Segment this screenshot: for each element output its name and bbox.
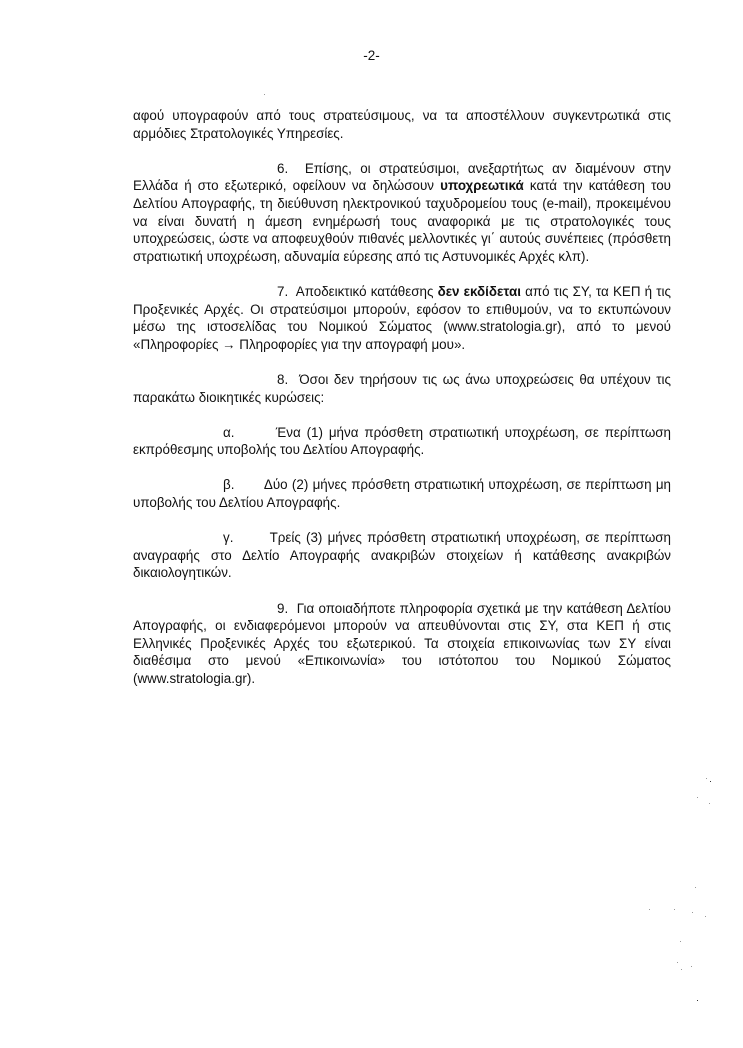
paragraph-number: 7. xyxy=(277,283,289,299)
paragraph-text: από τις ΣΥ, τα ΚΕΠ ή τις Προξενικές Αρχές. Οι στρατεύσιμοι μπορούν, εφόσον το επιθυμούν, να το εκτυπώνουν μέσω της ιστοσελίδας του Νομικού Σώματος (www.stratologia.gr), από το μενού «Πληροφορίες → Πληροφορίες για την απογραφή μου». xyxy=(133,283,671,352)
scan-noise xyxy=(697,797,698,798)
paragraph-text: κατά την κατάθεση του Δελτίου Απογραφής, τη διεύθυνση ηλεκτρονικού ταχυδρομείου τους (e-mail), προκειμένου να είναι δυνατή η άμεση ενημέρωσή τους αναφορικά με τις στρατολογικές τους υποχρεώσεις, ώστε να αποφευχθούν πιθανές μελλοντικές γι΄ αυτούς συνέπειες (πρόσθετη στρατιωτική υποχρέωση, αδυναμία εύρεσης από τις Αστυνομικές Αρχές κλπ). xyxy=(133,178,672,264)
scan-noise xyxy=(705,916,706,917)
paragraph-number: 9. xyxy=(277,600,289,616)
sanction-item-b xyxy=(133,476,671,511)
scan-noise xyxy=(710,781,711,782)
paragraph-text: Επίσης, οι στρατεύσιμοι, ανεξαρτήτως αν διαμένουν στην Ελλάδα ή στο εξωτερικό, οφείλουν να δηλώσουν xyxy=(133,160,671,194)
sanction-text: Ένα (1) μήνα πρόσθετη στρατιωτική υποχρέωση, σε περίπτωση εκπρόθεσμης υποβολής του Δελτίου Απογραφής. xyxy=(133,424,671,458)
paragraph-text: Αποδεικτικό κατάθεσης xyxy=(295,283,434,299)
sanction-label: α. xyxy=(223,424,235,440)
document-body xyxy=(133,107,671,705)
scan-noise xyxy=(674,909,675,910)
sanction-text: Τρείς (3) μήνες πρόσθετη στρατιωτική υποχρέωση, σε περίπτωση αναγραφής στο Δελτίο Απογραφής ανακριβών στοιχείων ή κατάθεσης ανακριβών δικαιολογητικών. xyxy=(133,530,671,581)
paragraph-number: 6. xyxy=(277,160,289,176)
scan-noise xyxy=(695,887,696,888)
emphasis-text: υποχρεωτικά xyxy=(440,178,524,194)
paragraph-continuation: αφού υπογραφούν από τους στρατεύσιμους, να τα αποστέλλουν συγκεντρωτικά στις αρμόδιες Στρατολογικές Υπηρεσίες. xyxy=(133,108,671,141)
paragraph-9 xyxy=(133,600,671,688)
scan-noise xyxy=(709,803,710,804)
sanction-item-a xyxy=(133,424,671,459)
paragraph-text: Όσοι δεν τηρήσουν τις ως άνω υποχρεώσεις θα υπέχουν τις παρακάτω διοικητικές κυρώσεις: xyxy=(133,371,671,405)
sanction-item-c xyxy=(133,529,671,582)
paragraph-6 xyxy=(133,160,671,266)
scan-noise xyxy=(649,909,650,910)
scan-noise xyxy=(697,1000,698,1001)
paragraph-8 xyxy=(133,371,671,406)
scan-noise xyxy=(264,94,265,95)
scan-noise xyxy=(681,969,682,970)
scan-noise xyxy=(692,912,693,913)
emphasis-text: δεν εκδίδεται xyxy=(437,283,521,299)
scan-noise xyxy=(691,966,692,967)
scan-noise xyxy=(680,941,681,942)
paragraph-number: 8. xyxy=(277,371,289,387)
page-number: -2- xyxy=(363,48,380,63)
scan-noise xyxy=(677,962,678,963)
sanction-label: γ. xyxy=(223,530,234,546)
paragraph-text: Για οποιαδήποτε πληροφορία σχετικά με την κατάθεση Δελτίου Απογραφής, οι ενδιαφερόμενοι μπορούν να απευθύνονται στις ΣΥ, στα ΚΕΠ ή στις Ελληνικές Προξενικές Αρχές του εξωτερικού. Τα στοιχεία επικοινωνίας των ΣΥ είναι διαθέσιμα στο μενού «Επικοινωνία» του ιστότοπου του Νομικού Σώματος (www.stratologia.gr). xyxy=(133,600,671,686)
paragraph-7 xyxy=(133,283,671,353)
sanction-text: Δύο (2) μήνες πρόσθετη στρατιωτική υποχρέωση, σε περίπτωση μη υποβολής του Δελτίου Απογραφής. xyxy=(133,477,671,511)
scan-noise xyxy=(706,778,707,779)
sanction-label: β. xyxy=(223,477,235,493)
